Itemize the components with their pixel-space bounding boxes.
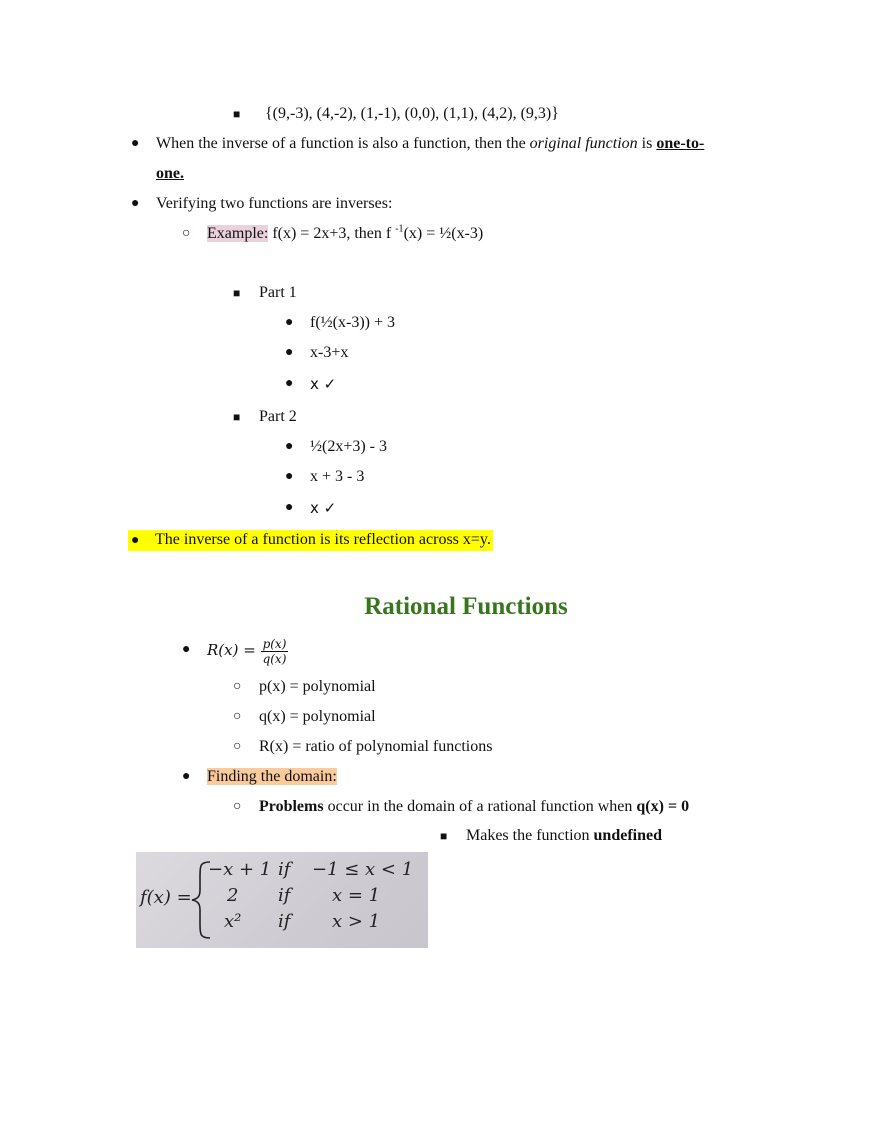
problems-line: Problems occur in the domain of a rational function when q(x) = 0 [259, 798, 690, 815]
bullet-icon: ● [131, 136, 140, 151]
piecewise-lhs: f(x) = [140, 887, 192, 908]
square-bullet-icon: ■ [233, 410, 241, 424]
q-definition: q(x) = polynomial [259, 708, 376, 725]
verify-heading: Verifying two functions are inverses: [156, 195, 393, 212]
piecewise-expr-3: x² [224, 911, 242, 932]
bullet-icon: ● [131, 196, 140, 211]
square-bullet-icon: ■ [233, 286, 241, 300]
undefined-line: Makes the function undefined [466, 827, 662, 844]
hollow-bullet-icon: ○ [233, 709, 242, 724]
part2-step1: ½(2x+3) - 3 [310, 438, 388, 455]
bullet-icon: ● [285, 315, 294, 330]
p-definition: p(x) = polynomial [259, 678, 376, 695]
piecewise-if-2: if [278, 885, 291, 906]
piecewise-expr-1: −x + 1 [208, 859, 272, 880]
bullet-icon: ● [182, 642, 191, 657]
hollow-bullet-icon: ○ [233, 679, 242, 694]
hollow-bullet-icon: ○ [233, 739, 242, 754]
rational-formula: R(x) = $\frac{p(x)}{q(x)}$ [207, 636, 287, 666]
section-title: Rational Functions [364, 593, 568, 620]
hollow-bullet-icon: ○ [233, 799, 242, 814]
piecewise-function-image [136, 852, 428, 948]
part1-label: Part 1 [259, 284, 297, 301]
inverse-function-text-cont: one. [156, 165, 184, 182]
part1-step1: f(½(x-3)) + 3 [310, 314, 395, 331]
rational-fraction: $\frac{p(x)}{q(x)}$ [262, 636, 287, 666]
part1-step2: x-3+x [310, 344, 349, 361]
bullet-icon: ● [285, 439, 294, 454]
square-bullet-icon: ■ [440, 829, 448, 843]
piecewise-cond-3: x > 1 [332, 911, 381, 932]
piecewise-if-1: if [278, 859, 291, 880]
bullet-icon: ● [285, 376, 294, 391]
example-label: Example: [207, 225, 269, 242]
part1-step3: x ✓ [310, 375, 337, 393]
part2-step3: x ✓ [310, 499, 337, 517]
part2-step2: x + 3 - 3 [310, 468, 365, 485]
hollow-bullet-icon: ○ [182, 226, 191, 241]
r-definition: R(x) = ratio of polynomial functions [259, 738, 493, 755]
bullet-icon: ● [182, 769, 191, 784]
part2-label: Part 2 [259, 408, 297, 425]
bullet-icon: ● [285, 469, 294, 484]
piecewise-cond-1: −1 ≤ x < 1 [312, 859, 414, 880]
ordered-pairs-set: {(9,-3), (4,-2), (1,-1), (0,0), (1,1), (4,2), (9,3)} [265, 105, 559, 122]
bullet-icon: ● [285, 500, 294, 515]
piecewise-if-3: if [278, 911, 291, 932]
bullet-icon: ● [131, 533, 140, 548]
bullet-icon: ● [285, 345, 294, 360]
piecewise-cond-2: x = 1 [332, 885, 381, 906]
reflection-line: ● The inverse of a function is its reflection across x=y. [128, 530, 493, 551]
inverse-function-text: When the inverse of a function is also a function, then the original function is one-to- [156, 135, 705, 152]
piecewise-expr-2: 2 [227, 885, 239, 906]
example-line: Example: f(x) = 2x+3, then f $^{-1}$(x) = ½(x-3) [207, 223, 484, 242]
square-bullet-icon: ■ [233, 107, 241, 121]
domain-heading: Finding the domain: [207, 768, 337, 785]
